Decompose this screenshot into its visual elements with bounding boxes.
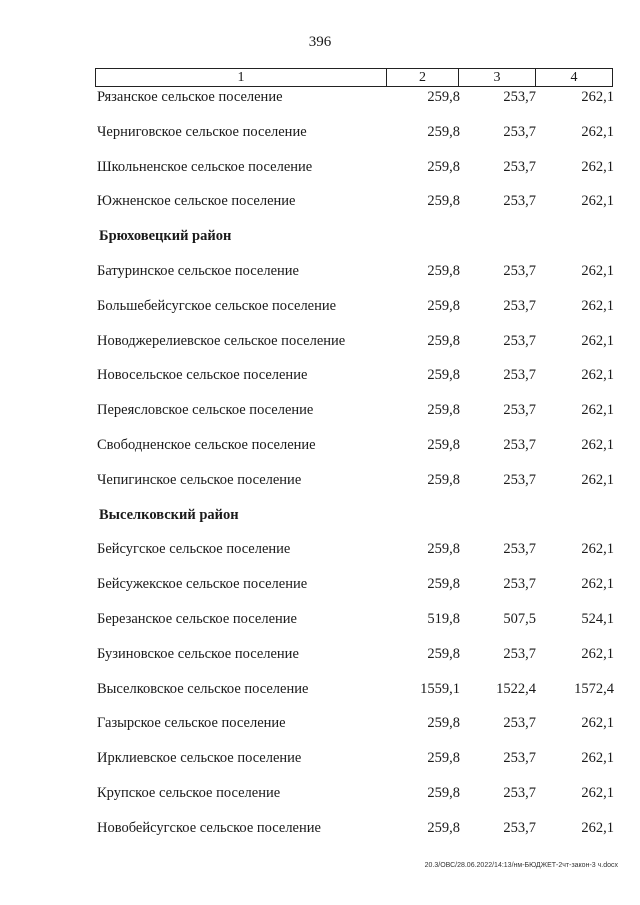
settlement-name: Батуринское сельское поселение <box>97 263 299 279</box>
value-col-2: 259,8 <box>427 437 460 453</box>
value-col-2: 259,8 <box>427 123 460 140</box>
value-col-2: 259,8 <box>427 785 460 801</box>
value-col-4: 262,1 <box>581 645 614 662</box>
table-row <box>0 296 640 316</box>
table-row <box>0 435 640 455</box>
value-col-4: 262,1 <box>581 263 614 279</box>
value-col-3: 253,7 <box>503 541 536 558</box>
value-col-4: 262,1 <box>581 541 614 558</box>
settlement-name: Свободненское сельское поселение <box>97 437 316 453</box>
value-col-2: 259,8 <box>427 263 460 279</box>
value-col-3: 253,7 <box>503 819 536 836</box>
value-col-4: 262,1 <box>581 123 614 140</box>
value-col-2: 259,8 <box>427 541 460 558</box>
settlement-name: Бузиновское сельское поселение <box>97 645 299 662</box>
table-row <box>0 644 640 664</box>
settlement-name: Бейсужекское сельское поселение <box>97 576 308 593</box>
value-col-3: 253,7 <box>503 785 536 801</box>
value-col-2: 519,8 <box>427 611 460 627</box>
value-col-3: 253,7 <box>503 402 536 419</box>
settlement-name: Бейсугское сельское поселение <box>97 541 291 558</box>
value-col-4: 262,1 <box>581 89 614 105</box>
table-row <box>0 470 640 490</box>
value-col-3: 253,7 <box>503 297 536 314</box>
settlement-name: Новобейсугское сельское поселение <box>97 819 321 836</box>
table-row <box>0 818 640 838</box>
settlement-name: Большебейсугское сельское поселение <box>97 297 337 314</box>
settlement-name: Газырское сельское поселение <box>97 715 286 732</box>
file-footer: 20.3/ОВС/28.06.2022/14:13/нм-БЮДЖЕТ-2чт-закон-3 ч.docx <box>424 862 618 869</box>
table-row <box>0 261 640 281</box>
value-col-3: 253,7 <box>503 645 536 662</box>
table-row <box>0 679 640 699</box>
district-heading <box>0 505 640 525</box>
district-name: Выселковский район <box>99 506 239 523</box>
page-number: 396 <box>308 34 332 50</box>
value-col-3: 253,7 <box>503 715 536 732</box>
value-col-4: 262,1 <box>581 750 614 767</box>
value-col-4: 262,1 <box>581 193 614 210</box>
value-col-3: 253,7 <box>503 367 536 384</box>
settlement-name: Южненское сельское поселение <box>97 193 296 210</box>
table-row <box>0 191 640 211</box>
value-col-2: 259,8 <box>427 576 460 593</box>
table-row <box>0 539 640 559</box>
value-col-4: 262,1 <box>581 402 614 419</box>
value-col-4: 262,1 <box>581 367 614 384</box>
value-col-3: 507,5 <box>503 611 536 627</box>
table-row <box>0 783 640 803</box>
header-col-4: 4 <box>570 69 578 85</box>
settlement-name: Ирклиевское сельское поселение <box>97 750 302 767</box>
settlement-name: Новоджерелиевское сельское поселение <box>97 332 346 349</box>
settlement-name: Выселковское сельское поселение <box>97 680 309 697</box>
settlement-name: Школьненское сельское поселение <box>97 158 313 175</box>
header-col-1: 1 <box>96 69 387 86</box>
value-col-3: 253,7 <box>503 332 536 349</box>
value-col-2: 259,8 <box>427 715 460 732</box>
value-col-2: 259,8 <box>427 89 460 105</box>
value-col-2: 259,8 <box>427 645 460 662</box>
table-row <box>0 122 640 142</box>
settlement-name: Новосельское сельское поселение <box>97 367 308 384</box>
table-row <box>0 574 640 594</box>
value-col-4: 262,1 <box>581 715 614 732</box>
value-col-3: 253,7 <box>503 158 536 175</box>
table-row <box>0 157 640 177</box>
value-col-2: 1559,1 <box>420 680 460 697</box>
value-col-4: 262,1 <box>581 297 614 314</box>
value-col-2: 259,8 <box>427 750 460 767</box>
settlement-name: Чепигинское сельское поселение <box>97 471 302 488</box>
table-row <box>0 713 640 733</box>
header-col-2: 2 <box>387 69 459 86</box>
value-col-4: 262,1 <box>581 471 614 488</box>
settlement-name: Крупское сельское поселение <box>97 785 281 801</box>
value-col-4: 262,1 <box>581 785 614 801</box>
value-col-3: 1522,4 <box>496 680 536 697</box>
settlement-name: Переясловское сельское поселение <box>97 402 314 419</box>
value-col-4: 262,1 <box>581 158 614 175</box>
district-name: Брюховецкий район <box>99 228 232 245</box>
table-row <box>0 331 640 351</box>
value-col-3: 253,7 <box>503 750 536 767</box>
settlement-name: Черниговское сельское поселение <box>97 123 307 140</box>
value-col-2: 259,8 <box>427 367 460 384</box>
value-col-3: 253,7 <box>503 123 536 140</box>
settlement-name: Березанское сельское поселение <box>97 611 297 627</box>
value-col-2: 259,8 <box>427 297 460 314</box>
table-row <box>0 87 640 107</box>
value-col-3: 253,7 <box>503 437 536 453</box>
value-col-4: 262,1 <box>581 576 614 593</box>
value-col-4: 262,1 <box>581 332 614 349</box>
value-col-3: 253,7 <box>503 576 536 593</box>
value-col-2: 259,8 <box>427 819 460 836</box>
value-col-4: 1572,4 <box>574 680 614 697</box>
value-col-3: 253,7 <box>503 471 536 488</box>
value-col-2: 259,8 <box>427 193 460 210</box>
value-col-2: 259,8 <box>427 158 460 175</box>
district-heading <box>0 226 640 246</box>
value-col-2: 259,8 <box>427 332 460 349</box>
value-col-2: 259,8 <box>427 471 460 488</box>
value-col-4: 262,1 <box>581 437 614 453</box>
value-col-4: 262,1 <box>581 819 614 836</box>
table-row <box>0 748 640 768</box>
settlement-name: Рязанское сельское поселение <box>97 89 283 105</box>
value-col-4: 524,1 <box>581 611 614 627</box>
table-row <box>0 609 640 629</box>
table-header <box>95 68 613 87</box>
value-col-2: 259,8 <box>427 402 460 419</box>
value-col-3: 253,7 <box>503 263 536 279</box>
header-col-3: 3 <box>459 69 536 86</box>
table-row <box>0 365 640 385</box>
value-col-3: 253,7 <box>503 89 536 105</box>
value-col-3: 253,7 <box>503 193 536 210</box>
table-row <box>0 400 640 420</box>
